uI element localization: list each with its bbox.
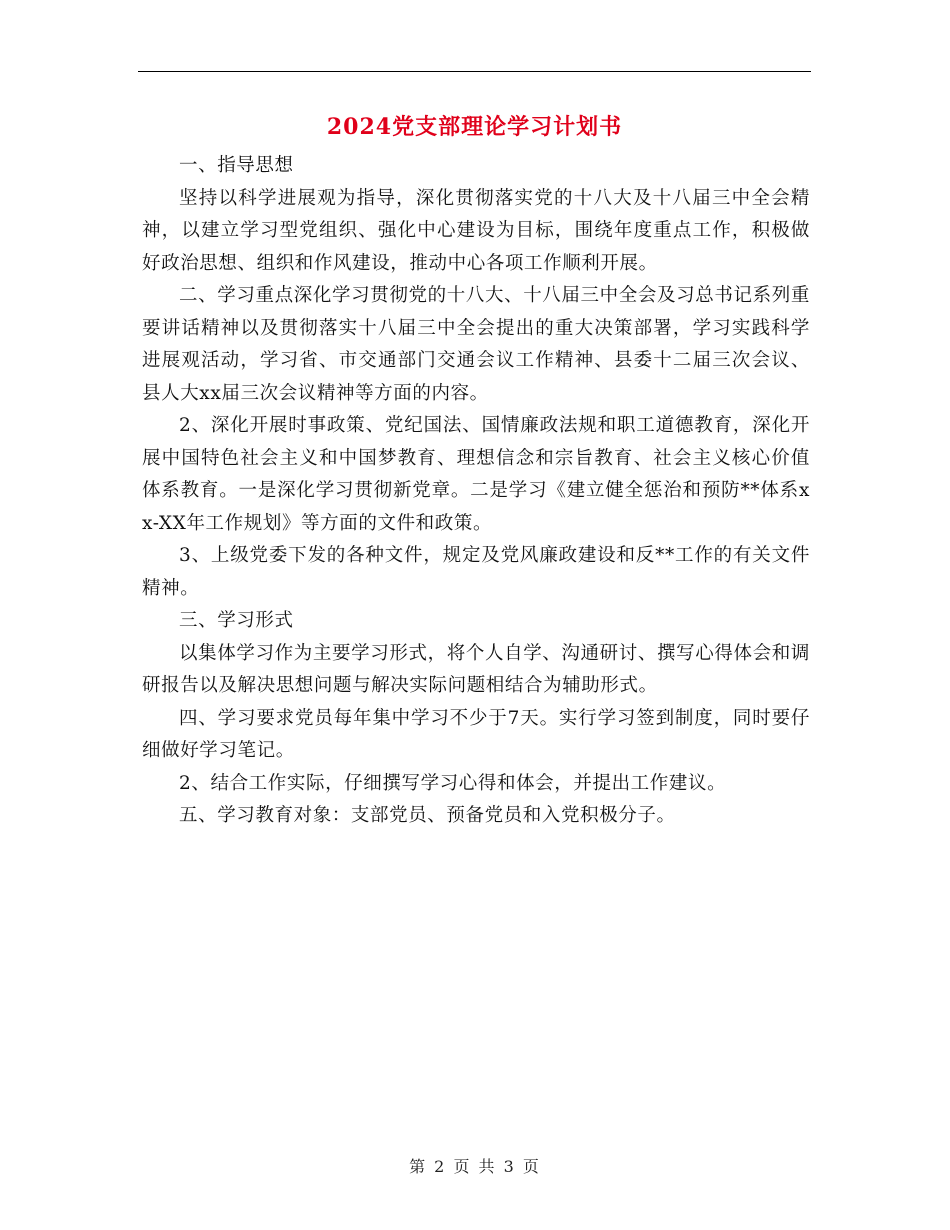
paragraph-study-requirements: 四、学习要求党员每年集中学习不少于7天。实行学习签到制度，同时要仔细做好学习笔记。 [142, 707, 810, 761]
header-rule [138, 71, 811, 72]
page-number-footer: 第 2 页 共 3 页 [409, 1157, 541, 1176]
paragraph-study-focus: 二、学习重点深化学习贯彻党的十八大、十八届三中全会及习总书记系列重要讲话精神以及贯彻落实十八届三中全会提出的重大决策部署，学习实践科学进展观活动，学习省、市交通部门交通会议工作精神、县委十二届三次会议、县人大xx届三次会议精神等方面的内容。 [142, 285, 810, 404]
section-heading-study-form: 三、学习形式 [179, 610, 294, 631]
paragraph-study-requirements-2: 2、结合工作实际，仔细撰写学习心得和体会，并提出工作建议。 [179, 772, 727, 794]
document-body [142, 150, 810, 833]
paragraph-study-targets: 五、学习教育对象：支部党员、预备党员和入党积极分子。 [179, 805, 676, 826]
paragraph-study-form: 以集体学习作为主要学习形式，将个人自学、沟通研讨、撰写心得体会和调研报告以及解决思想问题与解决实际问题相结合为辅助形式。 [142, 642, 810, 696]
paragraph-guiding-ideology: 坚持以科学进展观为指导，深化贯彻落实党的十八大及十八届三中全会精神，以建立学习型党组织、强化中心建设为目标，围绕年度重点工作，积极做好政治思想、组织和作风建设，推动中心各项工作顺利开展。 [142, 187, 810, 274]
paragraph-study-focus-3: 3、上级党委下发的各种文件，规定及党风廉政建设和反**工作的有关文件精神。 [142, 545, 810, 599]
paragraph-study-focus-2: 2、深化开展时事政策、党纪国法、国情廉政法规和职工道德教育，深化开展中国特色社会主义和中国梦教育、理想信念和宗旨教育、社会主义核心价值体系教育。一是深化学习贯彻新党章。二是学习《建立健全惩治和预防**体系xx-XX年工作规划》等方面的文件和政策。 [142, 415, 810, 534]
document-title: 2024党支部理论学习计划书 [326, 114, 623, 140]
section-heading-guiding-ideology: 一、指导思想 [179, 155, 294, 176]
